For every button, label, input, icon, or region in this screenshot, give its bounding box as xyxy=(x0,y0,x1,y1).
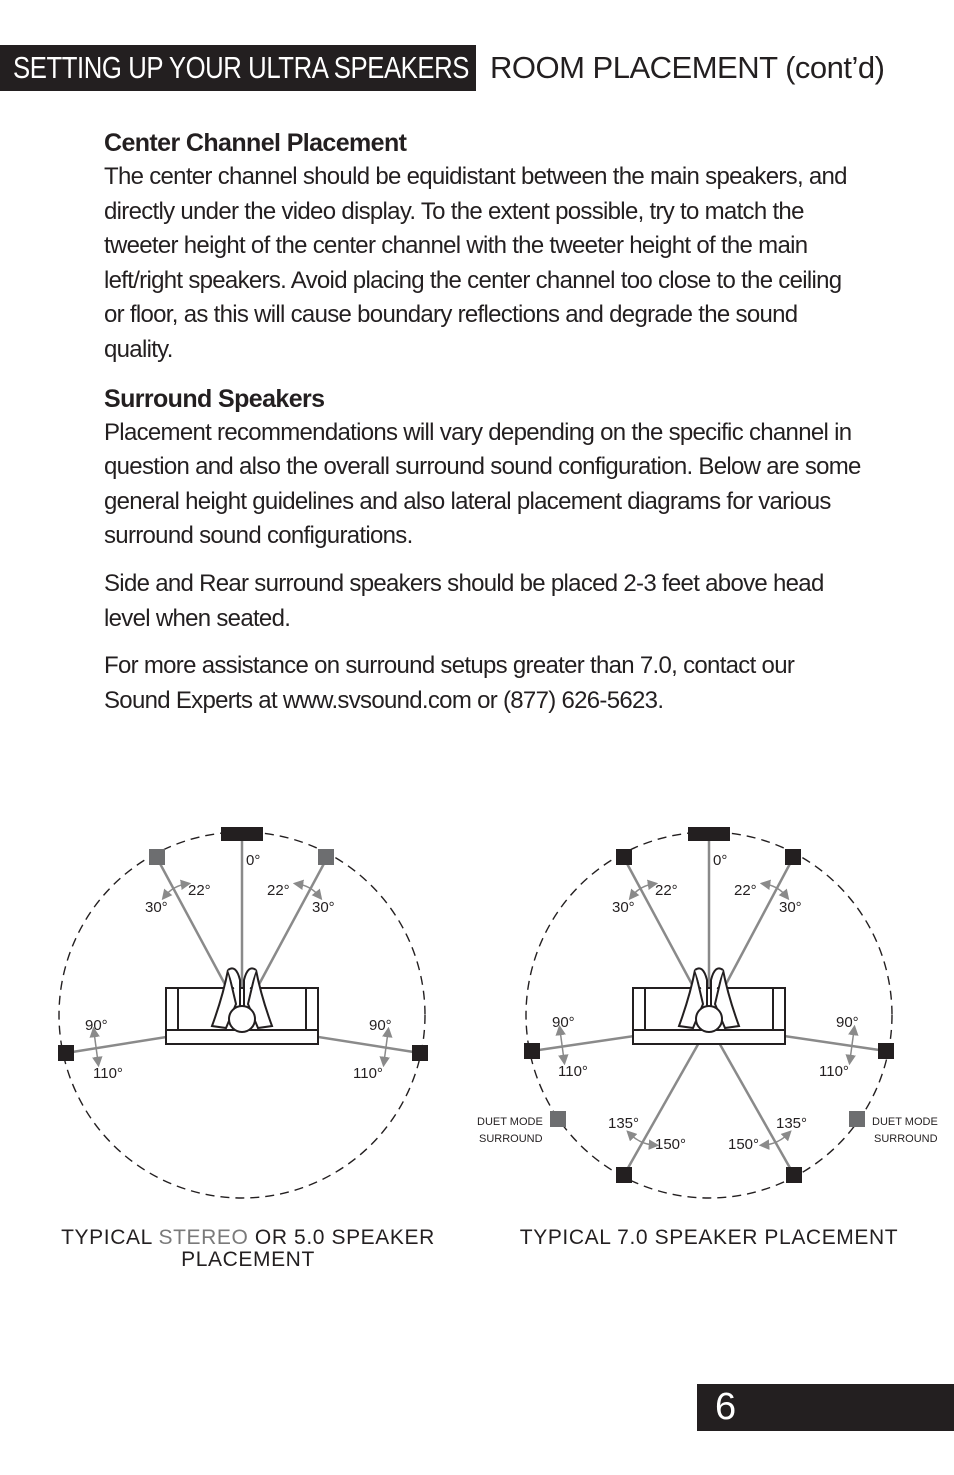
angle-label: 110° xyxy=(93,1065,123,1082)
angle-label: 135° xyxy=(776,1115,808,1132)
section-header-text: SETTING UP YOUR ULTRA SPEAKERS xyxy=(13,50,469,85)
duet-right-label-line2: SURROUND xyxy=(874,1133,938,1145)
center-channel-title: Center Channel Placement xyxy=(104,129,407,157)
angle-label: 30° xyxy=(312,899,335,916)
angle-label: 90° xyxy=(552,1014,575,1031)
caption-line-2: PLACEMENT xyxy=(181,1248,315,1271)
center-speaker xyxy=(688,827,730,841)
angle-label: 150° xyxy=(728,1136,760,1153)
duet-left-label-line1: DUET MODE xyxy=(477,1116,543,1128)
7-0-caption: TYPICAL 7.0 SPEAKER PLACEMENT xyxy=(519,1226,899,1249)
duet-left-speaker xyxy=(550,1111,566,1127)
angle-label: 30° xyxy=(779,899,802,916)
body-content xyxy=(104,126,864,718)
duet-right-label-line1: DUET MODE xyxy=(872,1116,938,1128)
7-0-placement-diagram xyxy=(468,820,948,1210)
angle-label: 150° xyxy=(655,1136,687,1153)
caption-stereo-highlight: STEREO xyxy=(158,1226,249,1249)
angle-label: 22° xyxy=(655,882,678,899)
surround-body-1: Placement recommendations will vary depending on the specific channel in question and also the overall surround sound configuration. Below are some general height guidelines and also lateral placement diagrams for various surround sound configurations. xyxy=(104,418,861,550)
front-left-speaker xyxy=(616,849,632,865)
rear-left-speaker xyxy=(616,1167,632,1183)
front-right-speaker xyxy=(318,849,334,865)
section-header xyxy=(0,45,476,91)
angle-label: 30° xyxy=(612,899,635,916)
duet-right-speaker xyxy=(849,1111,865,1127)
angle-label: 30° xyxy=(145,899,168,916)
angle-label: 90° xyxy=(85,1017,108,1034)
center-channel-body: The center channel should be equidistant between the main speakers, and directly under the video display. To the extent possible, try to match the tweeter height of the center channel with the tweeter height of the main left/right speakers. Avoid placing the center channel too close to the ceiling or floor, as this will cause boundary reflections and degrade the sound quality. xyxy=(104,163,847,363)
angle-label: 110° xyxy=(558,1063,588,1080)
side-left-speaker xyxy=(524,1043,540,1059)
surround-body-2: Side and Rear surround speakers should be placed 2-3 feet above head level when seated. xyxy=(104,569,824,632)
page-number: 6 xyxy=(697,1384,954,1431)
caption-part: OR 5.0 SPEAKER xyxy=(248,1226,435,1249)
stereo-caption xyxy=(42,1227,454,1271)
surround-title: Surround Speakers xyxy=(104,384,325,413)
subsection-header: ROOM PLACEMENT (cont’d) xyxy=(490,50,885,85)
center-speaker xyxy=(221,827,263,841)
angle-label: 22° xyxy=(267,882,290,899)
angle-label: 90° xyxy=(836,1014,859,1031)
surround-body-3: For more assistance on surround setups greater than 7.0, contact our Sound Experts at www.svsound.com or (877) 626-5623. xyxy=(104,652,795,714)
angle-label: 22° xyxy=(188,882,211,899)
front-left-speaker xyxy=(149,849,165,865)
rear-right-speaker xyxy=(786,1167,802,1183)
angle-label: 0° xyxy=(713,852,728,869)
side-right-speaker xyxy=(412,1045,428,1061)
side-left-speaker xyxy=(58,1045,74,1061)
duet-left-label-line2: SURROUND xyxy=(479,1133,543,1145)
stereo-5-0-placement-diagram xyxy=(40,820,460,1210)
side-right-speaker xyxy=(878,1043,894,1059)
angle-label: 90° xyxy=(369,1017,392,1034)
angle-label: 0° xyxy=(246,852,261,869)
angle-label: 22° xyxy=(734,882,757,899)
angle-label: 110° xyxy=(353,1065,383,1082)
angle-label: 135° xyxy=(608,1115,640,1132)
front-right-speaker xyxy=(785,849,801,865)
angle-label: 110° xyxy=(819,1063,849,1080)
caption-part: TYPICAL xyxy=(61,1226,159,1249)
side-left-angle-arrow xyxy=(560,1030,564,1060)
